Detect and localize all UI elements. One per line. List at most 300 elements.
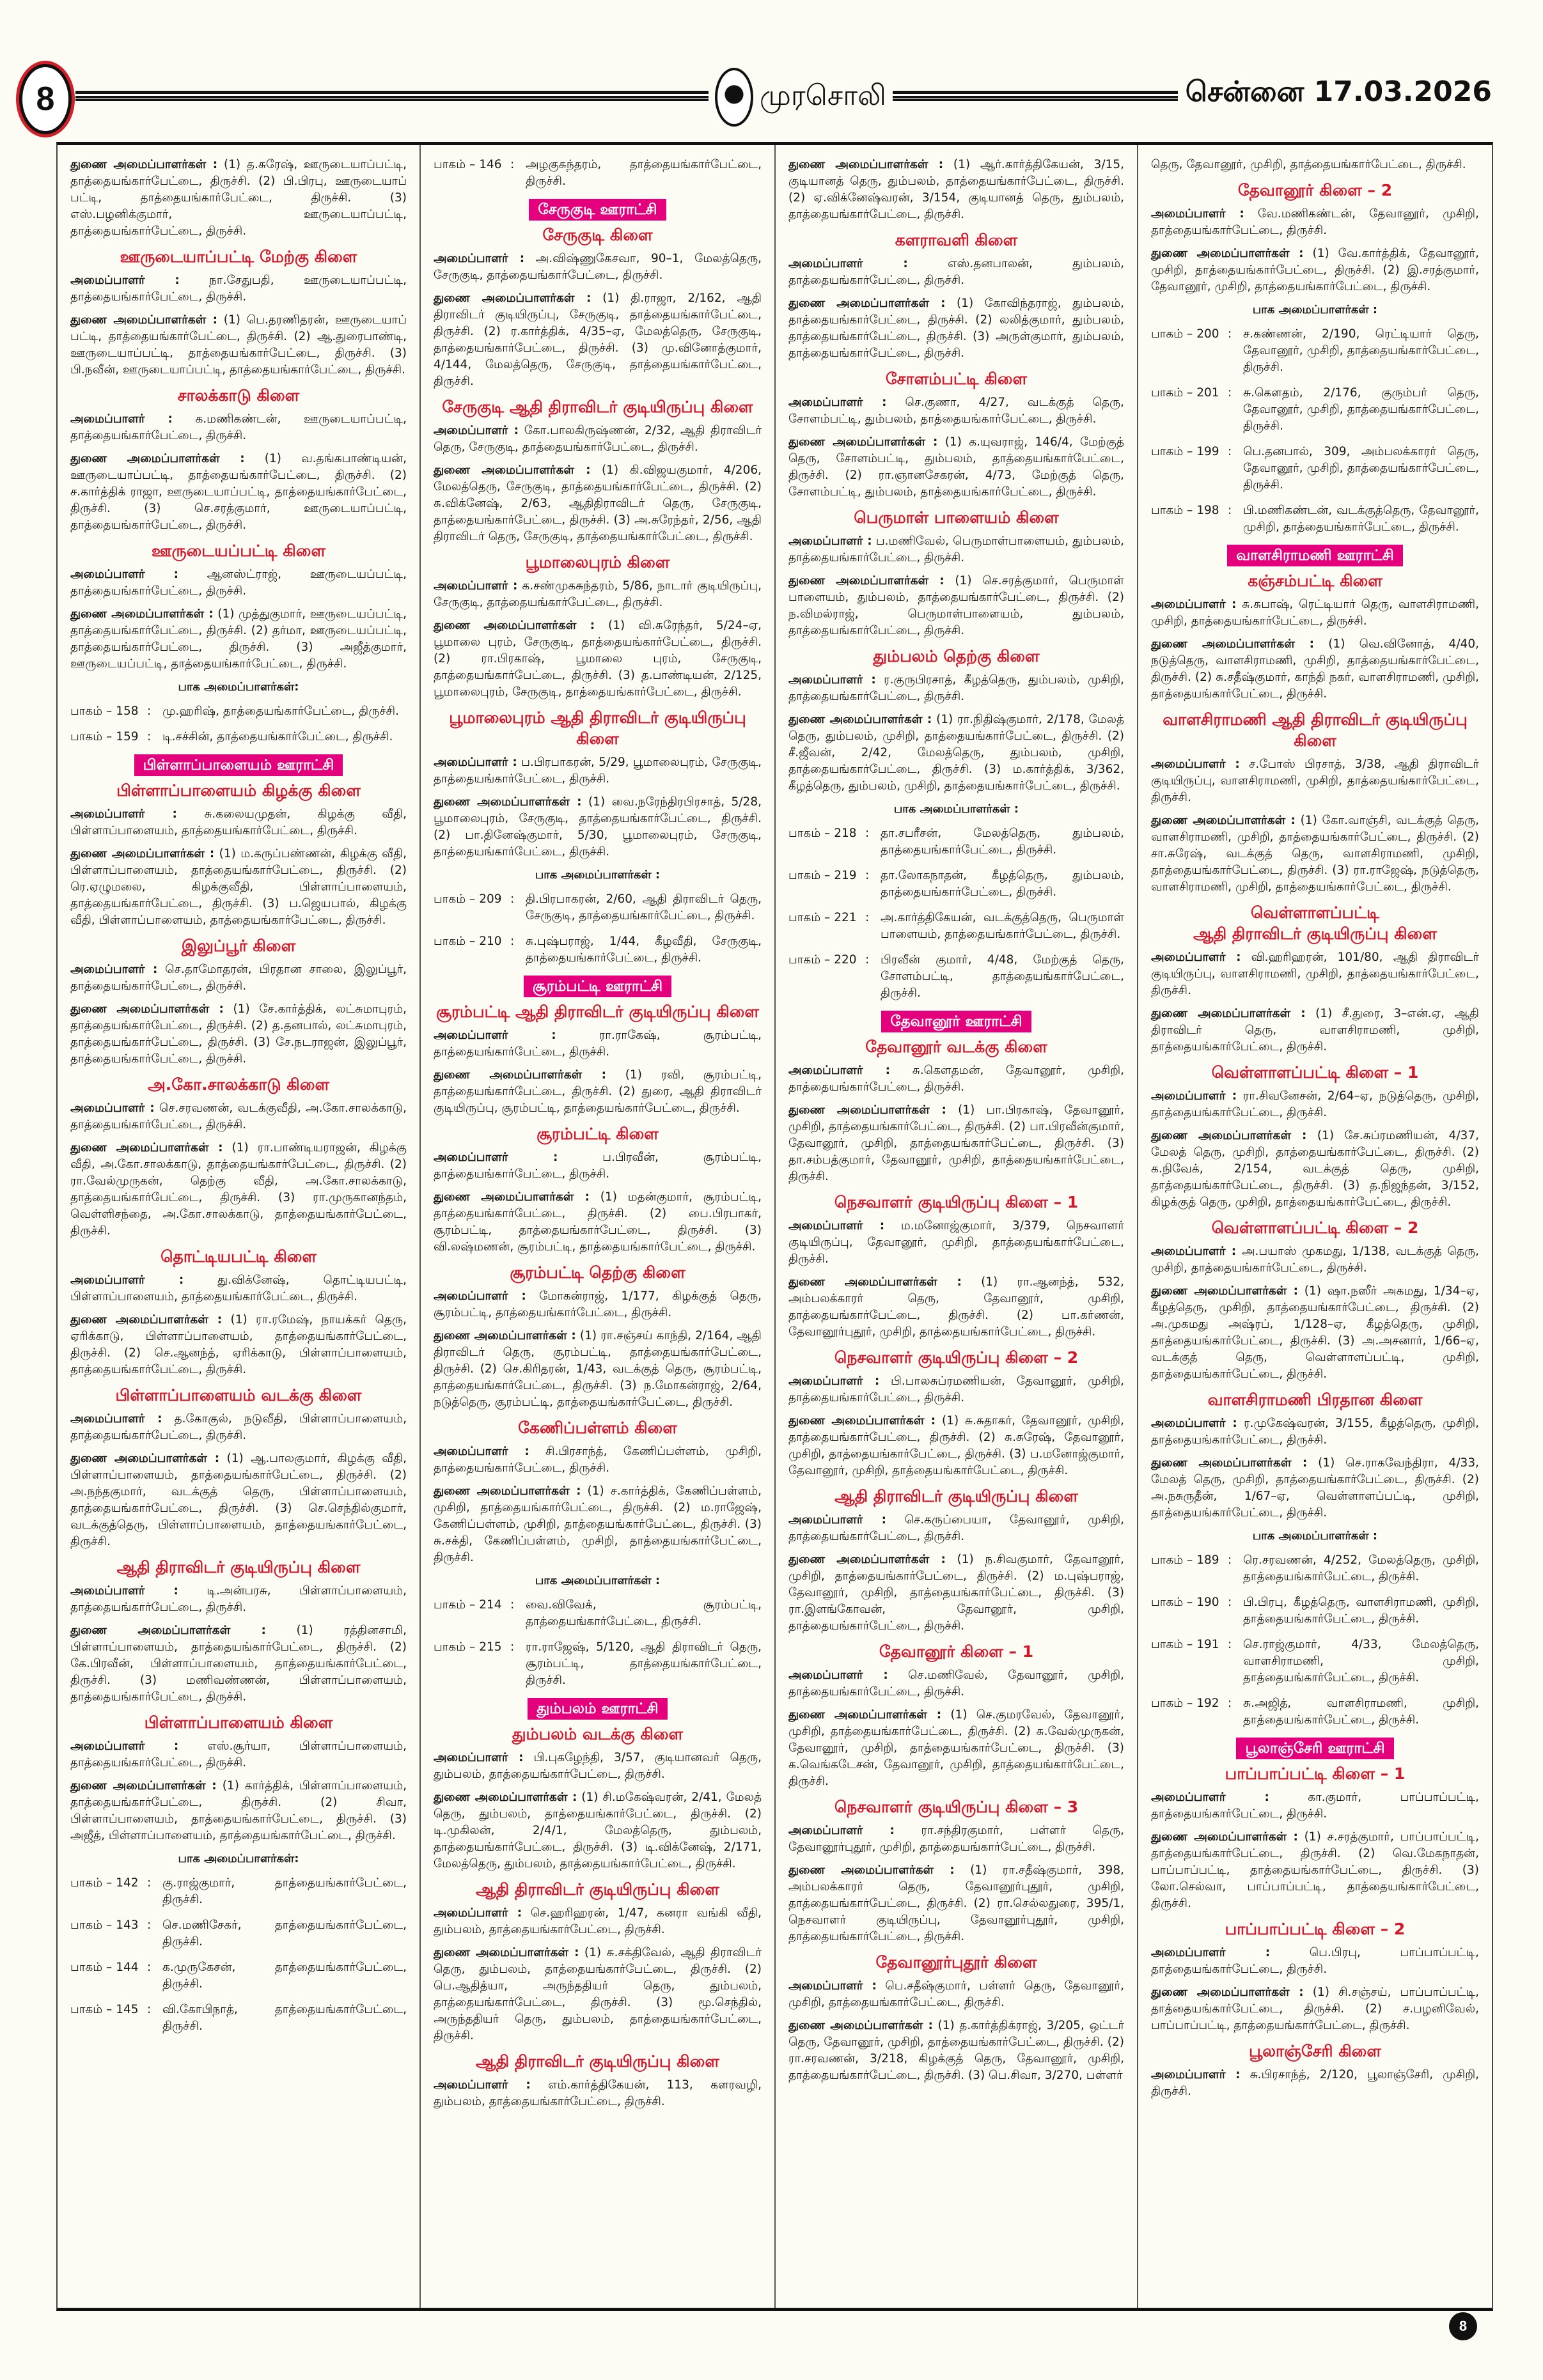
booth-number [1151, 1594, 1228, 1628]
organizer-text: செ.மணிவேல், தேவானூர், முசிறி, தாத்தையங்கார்பேட்டை, திருச்சி. [788, 1668, 1124, 1699]
deputies-label: துணை அமைப்பாளர்கள் : [1151, 1830, 1298, 1844]
organizer-text: எஸ்.தனபாலன், தும்பலம், தாத்தையங்கார்பேட்டை, திருச்சி. [788, 257, 1124, 287]
deputies-label: துணை அமைப்பாளர்கள் : [70, 1313, 223, 1326]
branch-heading: ஆதி திராவிடர் குடியிருப்பு கிளை [834, 1487, 1078, 1505]
deputies-label: துணை அமைப்பாளர்கள் : [788, 713, 932, 726]
organizer-label: அமைப்பாளர் : [788, 1979, 877, 1993]
organizer-entry [70, 1583, 407, 1616]
deputies-label: துணை அமைப்பாளர்கள் : [1151, 1129, 1307, 1142]
organizer-entry [70, 806, 407, 839]
booth-organizer-text: வை.விவேக், சூரம்பட்டி, தாத்தையங்கார்பேட்டை, திருச்சி. [526, 1598, 762, 1628]
organizer-label: அமைப்பாளர் : [1151, 1245, 1237, 1258]
panchayat-banner-label: பூலாஞ்சேரி ஊராட்சி [1236, 1738, 1393, 1759]
organizer-text: ர.முகேஷ்வரன், 3/155, கீழத்தெரு, முசிறி, தாத்தையங்கார்பேட்டை, திருச்சி. [1151, 1417, 1479, 1447]
booth-number-value: 210 [479, 935, 502, 948]
organizer-label: அமைப்பாளர் : [788, 534, 872, 548]
booth-number [70, 2002, 147, 2035]
organizer-entry [434, 754, 762, 788]
deputies-label: துணை அமைப்பாளர்கள் : [1151, 1456, 1308, 1470]
booth-label: பாகம் – [70, 730, 113, 743]
deputy-organizers-entry [70, 1312, 407, 1378]
booth-colon: : [1228, 445, 1232, 458]
organizer-label: அமைப்பாளர் : [434, 1029, 556, 1042]
deputy-organizers-entry [70, 846, 407, 929]
organizer-entry [70, 566, 407, 600]
deputies-label: துணை அமைப்பாளர்கள் : [788, 574, 944, 587]
deputies-label: துணை அமைப்பாளர்கள் : [788, 435, 938, 449]
deputies-label: துணை அமைப்பாளர்கள் : [70, 1141, 223, 1155]
booth-organizer-text: க.முருகேசன், தாத்தையங்கார்பேட்டை, திருச்சி. [162, 1961, 407, 1991]
booth-entry [1151, 1637, 1479, 1686]
booth-number-value: 218 [834, 827, 857, 840]
organizer-label: அமைப்பாளர் : [788, 396, 887, 409]
organizer-text: சி.பிரசாந்த், கேணிப்பள்ளம், முசிறி, தாத்தையங்கார்பேட்டை, திருச்சி. [434, 1445, 762, 1475]
organizer-label: அமைப்பாளர் : [1151, 207, 1244, 221]
booth-colon: : [865, 869, 870, 882]
booth-number-value: 145 [116, 2003, 139, 2016]
booth-label: பாகம் – [434, 1640, 476, 1654]
organizer-text: த.கோகுல், நடுவீதி, பிள்ளாப்பாளையம், தாத்தையங்கார்பேட்டை, திருச்சி. [70, 1412, 407, 1442]
deputies-text: (1) ரா.நிதிஷ்குமார், 2/178, மேலத் தெரு, தும்பலம், முசிறி, தாத்தையங்கார்பேட்டை, திருச்சி. (2) சீ.ஜீவன், 2/42, மேலத்தெரு, தும்பலம், முசிறி, தாத்தையங்கார்பேட்டை, திருச்சி. (3) ம.கார்த்திக், 3/362, கீழத்தெரு, தும்பலம், முசிறி, தாத்தையங்கார்பேட்டை, திருச்சி. [788, 713, 1124, 793]
deputy-organizers-entry [1151, 1006, 1479, 1055]
branch-heading: கேணிப்பள்ளம் கிளை [518, 1419, 677, 1437]
booth-organizer-text: அழகுசுந்தரம், தாத்தையங்கார்பேட்டை, திருச்சி. [526, 158, 762, 188]
booth-number [70, 1959, 147, 1993]
booth-colon: : [1228, 386, 1232, 400]
organizer-entry [70, 1272, 407, 1305]
booth-entry [1151, 444, 1479, 494]
branch-heading: ஆதி திராவிடர் குடியிருப்பு கிளை [476, 1880, 719, 1899]
organizer-label: அமைப்பாளர் : [70, 568, 179, 581]
deputies-text: (1) ரவி, சூரம்பட்டி, தாத்தையங்கார்பேட்டை, திருச்சி. (2) துரை, ஆதி திராவிடர் குடியிருப்பு, சூரம்பட்டி, தாத்தையங்கார்பேட்டை, திருச்சி. [434, 1068, 762, 1115]
deputy-organizers-entry [1151, 1283, 1479, 1383]
deputy-organizers-entry [434, 794, 762, 860]
deputy-organizers-entry [788, 157, 1124, 223]
booth-number [1151, 1695, 1228, 1729]
deputy-organizers-entry [1151, 636, 1479, 703]
deputies-label: துணை அமைப்பாளர்கள் : [70, 1452, 220, 1465]
deputies-text: (1) ரா.சஞ்சய் காந்தி, 2/164, ஆதி திராவிடர் தெரு, சூரம்பட்டி, தாத்தையங்கார்பேட்டை, திருச்சி. (2) செ.கிரிதரன், 1/43, வடக்குத் தெரு, சூரம்பட்டி, தாத்தையங்கார்பேட்டை, திருச்சி. (3) ந.மோகன்ராஜ், 2/64, நடுத்தெரு, சூரம்பட்டி, தாத்தையங்கார்பேட்டை, திருச்சி. [434, 1329, 762, 1409]
organizer-entry [788, 1218, 1124, 1268]
booth-entry [788, 952, 1124, 1002]
booth-organizer-text: பிரவீன் குமார், 4/48, மேற்குத் தெரு, சோளம்பட்டி, தாத்தையங்கார்பேட்டை, திருச்சி. [881, 953, 1124, 1000]
panchayat-banner-label: சூரம்பட்டி ஊராட்சி [524, 976, 671, 997]
booth-number [1151, 1552, 1228, 1585]
booth-entry [1151, 502, 1479, 536]
booth-organizer-text: ச.கண்ணன், 2/190, ரெட்டியார் தெரு, தேவானூர், முசிறி, தாத்தையங்கார்பேட்டை, திருச்சி. [1243, 327, 1479, 374]
booth-colon: : [510, 892, 515, 906]
deputies-label: துணை அமைப்பாளர்கள் : [70, 313, 218, 327]
organizer-label: அமைப்பாளர் : [1151, 1791, 1269, 1804]
organizer-entry [1151, 949, 1479, 999]
organizer-entry [70, 411, 407, 444]
deputies-text: (1) சு.சக்திவேல், ஆதி திராவிடர் தெரு, தும்பலம், தாத்தையங்கார்பேட்டை, திருச்சி. (2) பெ.ஆதித்யா, அருந்ததியர் தெரு, தும்பலம், தாத்தையங்கார்பேட்டை, திருச்சி. (3) மூ.செந்தில், அருந்ததியர் தெரு, தும்பலம், தாத்தையங்கார்பேட்டை, திருச்சி. [434, 1946, 762, 2042]
booth-number [788, 910, 865, 943]
deputies-text: (1) வெ.வினோத், 4/40, நடுத்தெரு, வாளசிராமணி, முசிறி, தாத்தையங்கார்பேட்டை, திருச்சி. (2) சு.சதீஷ்குமார், காந்தி நகர், வாளசிராமணி, முசிறி, தாத்தையங்கார்பேட்டை, திருச்சி. [1151, 637, 1479, 701]
organizer-text: க.சண்முகசுந்தரம், 5/86, நாடார் குடியிருப்பு, சேருகுடி, தாத்தையங்கார்பேட்டை, திருச்சி. [434, 579, 762, 609]
organizer-entry [788, 672, 1124, 705]
booth-number [1151, 385, 1228, 435]
branch-heading: பிள்ளாப்பாளையம் கிழக்கு கிளை [116, 781, 361, 800]
deputies-text: (1) வை.நரேந்திரபிரசாத், 5/28, பூமாலைபுரம், சேருகுடி, தாத்தையங்கார்பேட்டை, திருச்சி. (2) பா.தினேஷ்குமார், 5/30, பூமாலைபுரம், சேருகுடி, தாத்தையங்கார்பேட்டை, திருச்சி. [434, 795, 762, 859]
organizer-label: அமைப்பாளர் : [1151, 1089, 1237, 1103]
deputy-organizers-entry [70, 1001, 407, 1068]
deputy-organizers-entry [70, 451, 407, 534]
branch-heading: சூரம்பட்டி கிளை [537, 1124, 659, 1143]
organizer-label: அமைப்பாளர் : [434, 1445, 529, 1458]
branch-heading: நெசவாளர் குடியிருப்பு கிளை – 2 [834, 1348, 1079, 1367]
organizer-text: டி.அன்பரசு, பிள்ளாப்பாளையம், தாத்தையங்கார்பேட்டை, திருச்சி. [70, 1584, 407, 1614]
booth-organizer-text: பெ.தனபால், 309, அம்பலக்காரர் தெரு, தேவானூர், முசிறி, தாத்தையங்கார்பேட்டை, திருச்சி. [1243, 445, 1479, 492]
booth-colon: : [865, 911, 870, 924]
branch-heading: தும்பலம் வடக்கு கிளை [512, 1725, 684, 1743]
booth-number [70, 1917, 147, 1950]
branch-heading: பெருமாள் பாளையம் கிளை [854, 508, 1059, 527]
deputies-label: துணை அமைப்பாளர்கள் : [434, 1946, 579, 1959]
booth-entry [70, 1875, 407, 1908]
deputy-organizers-entry [1151, 1984, 1479, 2034]
branch-heading: வாளசிராமணி ஆதி திராவிடர் குடியிருப்பு கிளை [1163, 710, 1468, 750]
booth-organizer-text: டி.சச்சின், தாத்தையங்கார்பேட்டை, திருச்சி. [162, 730, 393, 743]
newspaper-logo [709, 65, 893, 129]
deputies-text: (1) சு.சுதாகர், தேவானூர், முசிறி, தாத்தையங்கார்பேட்டை, திருச்சி. (2) சு.சுரேஷ், தேவானூர், முசிறி, தாத்தையங்கார்பேட்டை, திருச்சி. (3) ப.மனோஜ்குமார், தேவானூர், முசிறி, தாத்தையங்கார்பேட்டை, திருச்சி. [788, 1414, 1124, 1477]
panchayat-banner-label: வாளசிராமணி ஊராட்சி [1227, 545, 1403, 566]
organizer-entry [788, 533, 1124, 566]
deputy-organizers-entry [788, 712, 1124, 795]
deputy-organizers-entry [434, 1067, 762, 1117]
dateline: சென்னை 17.03.2026 [1178, 75, 1492, 112]
branch-heading: தேவானூர் கிளை – 2 [1237, 181, 1393, 199]
booth-label: பாகம் – [788, 953, 831, 967]
organizer-text: அ.விஷ்ணுகேசவா, 90–1, மேலத்தெரு, சேருகுடி, தாத்தையங்கார்பேட்டை, திருச்சி. [434, 252, 762, 282]
booth-organizers-subheading: பாக அமைப்பாளர்கள் : [1252, 1529, 1378, 1543]
booth-entry [434, 1597, 762, 1630]
deputies-text: (1) தி.ராஜா, 2/162, ஆதி திராவிடர் குடியிருப்பு, சேருகுடி, தாத்தையங்கார்பேட்டை, திருச்சி. (2) ர.கார்த்திக், 4/35–ஏ, மேலத்தெரு, சேருகுடி, தாத்தையங்கார்பேட்டை, திருச்சி. (3) மு.வினோத்குமார், 4/144, மேலத்தெரு, சேருகுடி, தாத்தையங்கார்பேட்டை, திருச்சி. [434, 292, 762, 388]
deputies-label: துணை அமைப்பாளர்கள் : [434, 463, 591, 477]
booth-organizer-text: மு.ஹரிஷ், தாத்தையங்கார்பேட்டை, திருச்சி. [162, 704, 399, 718]
organizer-label: அமைப்பாளர் : [70, 1584, 178, 1598]
organizer-entry [788, 1512, 1124, 1545]
booth-entry [434, 933, 762, 967]
organizer-entry [434, 1288, 762, 1321]
deputies-label: துணை அமைப்பாளர்கள் : [70, 158, 218, 171]
booth-colon: : [1228, 1638, 1232, 1651]
organizer-entry [1151, 206, 1479, 239]
masthead [0, 51, 1543, 141]
booth-number [434, 891, 510, 924]
branch-heading: சேருகுடி ஆதி திராவிடர் குடியிருப்பு கிளை [442, 398, 753, 416]
organizer-label: அமைப்பாளர் : [1151, 758, 1240, 771]
deputies-text: (1) வ.தங்கபாண்டியன், ஊருடையாப்பட்டி, தாத்தையங்கார்பேட்டை, திருச்சி. (2) ச.கார்த்திக் ராஜா, ஊருடையாப்பட்டி, தாத்தையங்கார்பேட்டை, திருச்சி. (3) செ.சரத்குமார், ஊருடையாப்பட்டி, தாத்தையங்கார்பேட்டை, திருச்சி. [70, 452, 407, 532]
organizer-text: எஸ்.சூர்யா, பிள்ளாப்பாளையம், தாத்தையங்கார்பேட்டை, திருச்சி. [70, 1739, 407, 1769]
organizer-label: அமைப்பாளர் : [1151, 598, 1237, 611]
deputies-label: துணை அமைப்பாளர்கள் : [434, 1484, 581, 1498]
branch-heading: பாப்பாப்பட்டி கிளை – 2 [1225, 1920, 1406, 1938]
organizer-label: அமைப்பாளர் : [434, 2078, 531, 2092]
organizer-entry [788, 1062, 1124, 1096]
deputies-text: (1) ச.சரத்குமார், பாப்பாப்பட்டி, தாத்தையங்கார்பேட்டை, திருச்சி. (2) வெ.மேகநாதன், பாப்பாப்பட்டி, தாத்தையங்கார்பேட்டை, திருச்சி. (3) லோ.செல்வா, பாப்பாப்பட்டி, தாத்தையங்கார்பேட்டை, திருச்சி. [1151, 1830, 1479, 1910]
branch-heading: தேவானூர் வடக்கு கிளை [865, 1038, 1047, 1056]
organizer-label: அமைப்பாளர் : [70, 1739, 179, 1753]
organizer-entry [1151, 596, 1479, 630]
organizer-label: அமைப்பாளர் : [788, 1513, 887, 1527]
organizer-entry [788, 394, 1124, 428]
organizer-entry [434, 251, 762, 284]
organizer-entry [70, 1738, 407, 1771]
booth-number-value: 192 [1196, 1697, 1219, 1710]
organizer-entry [1151, 756, 1479, 806]
booth-organizer-text: ரா.ராஜேஷ், 5/120, ஆதி திராவிடர் தெரு, சூரம்பட்டி, தாத்தையங்கார்பேட்டை, திருச்சி. [526, 1640, 762, 1687]
booth-number [70, 729, 147, 745]
organizer-entry [1151, 1088, 1479, 1121]
branch-heading: நெசவாளர் குடியிருப்பு கிளை – 1 [834, 1193, 1079, 1211]
article-frame [56, 142, 1493, 2311]
organizer-text: வி.ஹரிஹரன், 101/80, ஆதி திராவிடர் குடியிருப்பு, வாளசிராமணி, முசிறி, தாத்தையங்கார்பேட்டை, திருச்சி. [1151, 951, 1479, 997]
branch-heading: அ.கோ.சாலக்காடு கிளை [148, 1075, 329, 1094]
branch-heading: சேருகுடி கிளை [542, 226, 653, 244]
organizer-text: சு.பிரசாந்த், 2/120, பூலாஞ்சேரி, முசிறி, திருச்சி. [1151, 2068, 1479, 2098]
branch-heading: பாப்பாப்பட்டி கிளை – 1 [1225, 1764, 1406, 1783]
booth-entry [434, 1639, 762, 1689]
booth-label: பாகம் – [788, 911, 831, 924]
booth-organizers-subheading: பாக அமைப்பாளர்கள் : [535, 1574, 661, 1587]
branch-heading: தும்பலம் தெற்கு கிளை [873, 647, 1040, 665]
deputy-organizers-entry [70, 1778, 407, 1844]
deputy-organizers-entry [70, 157, 407, 240]
booth-number [788, 867, 865, 901]
organizer-label: அமைப்பாளர் : [1151, 1946, 1271, 1959]
booth-number-value: 146 [479, 158, 502, 171]
deputy-organizers-entry [788, 434, 1124, 501]
organizer-entry [434, 2077, 762, 2110]
branch-heading: இலுப்பூர் கிளை [181, 937, 296, 955]
booth-label: பாகம் – [70, 704, 113, 718]
panchayat-banner-label: சேருகுடி ஊராட்சி [529, 199, 666, 221]
deputy-organizers-entry [1151, 245, 1479, 295]
organizer-label: அமைப்பாளர் : [434, 424, 519, 437]
branch-heading: சாலக்காடு கிளை [177, 386, 300, 405]
organizer-text: ப.பிரவீன், சூரம்பட்டி, தாத்தையங்கார்பேட்டை, திருச்சி. [434, 1151, 762, 1181]
panchayat-banner [788, 1011, 1124, 1032]
continued-text: தெரு, தேவானூர், முசிறி, தாத்தையங்கார்பேட்டை, திருச்சி. [1151, 158, 1466, 171]
deputies-label: துணை அமைப்பாளர்கள் : [70, 452, 245, 465]
booth-organizer-text: ரெ.சரவணன், 4/252, மேலத்தெரு, முசிறி, தாத்தையங்கார்பேட்டை, திருச்சி. [1243, 1553, 1479, 1583]
booth-organizer-text: அ.கார்த்திகேயன், வடக்குத்தெரு, பெருமாள் பாளையம், தாத்தையங்கார்பேட்டை, திருச்சி. [881, 911, 1124, 941]
branch-heading: களராவளி கிளை [895, 231, 1018, 249]
booth-colon: : [147, 730, 152, 743]
deputy-organizers-entry [434, 462, 762, 545]
branch-heading: வாளசிராமணி பிரதான கிளை [1207, 1390, 1423, 1409]
deputies-text: (1) ம.கருப்பண்ணன், கிழக்கு வீதி, பிள்ளாப்பாளையம், தாத்தையங்கார்பேட்டை, திருச்சி. (2) ரெ.ஏழுமலை, கிழக்குவீதி, பிள்ளாப்பாளையம், தாத்தையங்கார்பேட்டை, திருச்சி. (3) ப.ஜெயபால், கிழக்கு வீதி, பிள்ளாப்பாளையம், தாத்தையங்கார்பேட்டை, திருச்சி. [70, 847, 407, 927]
organizer-text: செ.ஹரிஹரன், 1/47, கனரா வங்கி வீதி, தும்பலம், தாத்தையங்கார்பேட்டை, திருச்சி. [434, 1906, 762, 1936]
deputies-label: துணை அமைப்பாளர்கள் : [70, 1779, 217, 1793]
organizer-entry [434, 578, 762, 611]
booth-colon: : [1228, 1596, 1232, 1609]
deputies-text: (1) செ.ராகவேந்திரா, 4/33, மேலத் தெரு, முசிறி, தாத்தையங்கார்பேட்டை, திருச்சி. (2) அ.நசுருதீன், 1/67–ஏ, வெள்ளாளப்பட்டி, முசிறி, தாத்தையங்கார்பேட்டை, திருச்சி. [1151, 1456, 1479, 1520]
booth-colon: : [1228, 1697, 1232, 1710]
booth-label: பாகம் – [1151, 1553, 1193, 1567]
organizer-label: அமைப்பாளர் : [70, 1412, 162, 1426]
branch-heading: ஆதி திராவிடர் குடியிருப்பு கிளை [476, 2052, 719, 2071]
organizer-text: பி.பாலசுப்ரமணியன், தேவானூர், முசிறி, தாத்தையங்கார்பேட்டை, திருச்சி. [788, 1374, 1125, 1404]
deputy-organizers-entry [434, 618, 762, 701]
deputy-organizers-entry [1151, 1455, 1479, 1521]
organizer-label: அமைப்பாளர் : [434, 1151, 558, 1164]
organizer-entry [788, 1823, 1124, 1856]
booth-colon: : [510, 1640, 515, 1654]
booth-organizer-text: தி.பிரபாகரன், 2/60, ஆதி திராவிடர் தெரு, சேருகுடி, தாத்தையங்கார்பேட்டை, திருச்சி. [526, 892, 762, 922]
deputies-label: துணை அமைப்பாளர்கள் : [1151, 247, 1304, 260]
booth-label: பாகம் – [434, 935, 476, 948]
panchayat-banner [434, 976, 762, 997]
organizer-text: மோகன்ராஜ், 1/177, கிழக்குத் தெரு, சூரம்பட்டி, தாத்தையங்கார்பேட்டை, திருச்சி. [434, 1289, 762, 1319]
organizer-text: ப.பிரபாகரன், 5/29, பூமாலைபுரம், சேருகுடி, தாத்தையங்கார்பேட்டை, திருச்சி. [434, 756, 762, 786]
branch-heading: தொட்டியபட்டி கிளை [161, 1247, 317, 1266]
deputies-label: துணை அமைப்பாளர்கள் : [434, 292, 591, 305]
organizer-entry [70, 1100, 407, 1133]
branch-heading: ஆதி திராவிடர் குடியிருப்பு கிளை [116, 1558, 361, 1576]
deputies-text: (1) செ.சரத்குமார், பெருமாள் பாளையம், தும்பலம், தாத்தையங்கார்பேட்டை, திருச்சி. (2) ந.விமல்ராஜ், பெருமாள்பாளையம், தும்பலம், தாத்தையங்கார்பேட்டை, திருச்சி. [788, 574, 1124, 637]
deputies-label: துணை அமைப்பாளர்கள் : [788, 1708, 942, 1722]
booth-colon: : [865, 953, 870, 967]
organizer-entry [434, 1750, 762, 1783]
booth-organizers-subheading: பாக அமைப்பாளர்கள்: [178, 680, 299, 694]
organizer-text: து.விக்னேஷ், தொட்டியபட்டி, பிள்ளாப்பாளையம், தாத்தையங்கார்பேட்டை, திருச்சி. [70, 1273, 407, 1303]
organizer-label: அமைப்பாளர் : [70, 1101, 155, 1115]
deputies-text: (1) கி.விஜயகுமார், 4/206, மேலத்தெரு, சேருகுடி, தாத்தையங்கார்பேட்டை, திருச்சி. (2) சு.விக்னேஷ், 2/63, ஆதிதிராவிடர் தெரு, சேருகுடி, தாத்தையங்கார்பேட்டை, திருச்சி. (3) அ.சுரேந்தர், 2/56, ஆதி திராவிடர் தெரு, சேருகுடி, தாத்தையங்கார்பேட்டை, திருச்சி. [434, 463, 762, 543]
deputies-label: துணை அமைப்பாளர்கள் : [1151, 1986, 1304, 1999]
booth-colon: : [147, 704, 152, 718]
deputies-text: (1) ந.சிவகுமார், தேவானூர், முசிறி, தாத்தையங்கார்பேட்டை, திருச்சி. (2) ம.புஷ்பராஜ், தேவானூர், முசிறி, தாத்தையங்கார்பேட்டை, திருச்சி. (3) ரா.இளங்கோவன், தேவானூர், முசிறி, தாத்தையங்கார்பேட்டை, திருச்சி. [788, 1553, 1124, 1633]
booth-colon: : [147, 1961, 152, 1974]
deputy-organizers-entry [70, 1451, 407, 1550]
booth-organizer-text: செ.மணிசேகர், தாத்தையங்கார்பேட்டை, திருச்சி. [162, 1918, 407, 1948]
booth-number-value: 215 [479, 1640, 502, 1654]
deputy-organizers-entry [788, 2018, 1124, 2084]
booth-number-value: 190 [1196, 1596, 1219, 1609]
deputies-text: (1) வே.கார்த்திக், தேவானூர், முசிறி, தாத்தையங்கார்பேட்டை, திருச்சி. (2) இ.சரத்குமார், தேவானூர், முசிறி, தாத்தையங்கார்பேட்டை, திருச்சி. [1151, 247, 1479, 293]
organizer-entry [434, 1149, 762, 1183]
booth-entry [788, 867, 1124, 901]
booth-organizers-subheading: பாக அமைப்பாளர்கள் : [1252, 303, 1378, 316]
booth-colon: : [1228, 1553, 1232, 1567]
deputies-label: துணை அமைப்பாளர்கள் : [788, 2019, 933, 2032]
booth-label: பாகம் – [788, 869, 831, 882]
deputies-text: (1) சே.சுப்ரமணியன், 4/37, மேலத் தெரு, முசிறி, தாத்தையங்கார்பேட்டை, திருச்சி. (2) க.நிவேக், 2/154, வடக்குத் தெரு, முசிறி, தாத்தையங்கார்பேட்டை, திருச்சி. (3) த.நிஜந்தன், 3/152, கிழக்குத் தெரு, முசிறி, தாத்தையங்கார்பேட்டை, திருச்சி. [1151, 1129, 1479, 1209]
organizer-entry [788, 256, 1124, 289]
booth-label: பாகம் – [1151, 386, 1193, 400]
booth-label: பாகம் – [1151, 1697, 1193, 1710]
organizer-label: அமைப்பாளர் : [788, 1219, 885, 1233]
booth-label: பாகம் – [70, 2003, 113, 2016]
deputies-label: துணை அமைப்பாளர்கள் : [788, 1414, 936, 1427]
organizer-text: க.மணிகண்டன், ஊருடையாப்பட்டி, தாத்தையங்கார்பேட்டை, திருச்சி. [70, 412, 407, 442]
organizer-entry [1151, 1945, 1479, 1978]
organizer-entry [434, 1905, 762, 1938]
organizer-label: அமைப்பாளர் : [434, 756, 517, 769]
panchayat-banner [434, 199, 762, 221]
branch-heading: வெள்ளாளப்பட்டி கிளை – 1 [1211, 1063, 1419, 1082]
booth-number-value: 189 [1196, 1553, 1219, 1567]
deputy-organizers-entry [1151, 1128, 1479, 1211]
organizer-label: அமைப்பாளர் : [70, 412, 173, 426]
booth-label: பாகம் – [788, 827, 831, 840]
branch-heading: கஞ்சம்பட்டி கிளை [1248, 572, 1382, 590]
organizer-entry [70, 272, 407, 306]
panchayat-banner-label: தும்பலம் ஊராட்சி [528, 1698, 667, 1720]
panchayat-banner-label: பிள்ளாப்பாளையம் ஊராட்சி [134, 754, 343, 776]
deputies-label: துணை அமைப்பாளர்கள் : [434, 1068, 607, 1082]
organizer-text: பெ.சதீஷ்குமார், பள்ளர் தெரு, தேவானூர், முசிறி, தாத்தையங்கார்பேட்டை, திருச்சி. [788, 1979, 1124, 2009]
organizer-entry [70, 1411, 407, 1444]
organizer-label: அமைப்பாளர் : [788, 1668, 888, 1682]
deputies-text: (1) ஷா.நஸீர் அகமது, 1/34–ஏ, கீழத்தெரு, முசிறி, தாத்தையங்கார்பேட்டை, திருச்சி. (2) அ.முகமது அஷ்ரப், 1/128–ஏ, கீழத்தெரு, முசிறி, தாத்தையங்கார்பேட்டை, திருச்சி. (3) அ.அசனார், 1/66–ஏ, வடக்குத் தெரு, வெள்ளாளப்பட்டி, முசிறி, தாத்தையங்கார்பேட்டை, திருச்சி. [1151, 1284, 1479, 1381]
deputies-text: (1) ரா.சதீஷ்குமார், 398, அம்பலக்காரர் தெரு, தேவானூர்புதூர், முசிறி, தாத்தையங்கார்பேட்டை, திருச்சி. (2) ரா.செல்லதுரை, 395/1, நெசவாளர் குடியிருப்பு, தேவானூர்புதூர், முசிறி, தாத்தையங்கார்பேட்டை, திருச்சி. [788, 1863, 1124, 1943]
panchayat-banner [434, 1698, 762, 1720]
deputies-text: (1) ஆ.பாலகுமார், கிழக்கு வீதி, பிள்ளாப்பாளையம், தாத்தையங்கார்பேட்டை, திருச்சி. (2) அ.நந்தகுமார், வடக்குத் தெரு, பிள்ளாப்பாளையம், தாத்தையங்கார்பேட்டை, திருச்சி. (3) செ.செந்தில்குமார், வடக்குத்தெரு, பிள்ளாப்பாளையம், தாத்தையங்கார்பேட்டை, திருச்சி. [70, 1452, 407, 1548]
organizer-label: அமைப்பாளர் : [70, 1273, 184, 1287]
deputies-text: (1) சி.சஞ்சய், பாப்பாப்பட்டி, தாத்தையங்கார்பேட்டை, திருச்சி. (2) ச.பழனிவேல், பாப்பாப்பட்டி, தாத்தையங்கார்பேட்டை, திருச்சி. [1151, 1986, 1479, 2032]
panchayat-banner [1151, 1738, 1479, 1759]
booth-number-value: 219 [834, 869, 857, 882]
branch-heading: பூலாஞ்சேரி கிளை [1249, 2042, 1381, 2060]
deputy-organizers-entry [788, 1552, 1124, 1635]
deputy-organizers-entry [434, 1789, 762, 1872]
booth-label: பாகம் – [1151, 1638, 1193, 1651]
booth-entry [434, 157, 762, 190]
booth-number [434, 157, 510, 190]
deputy-organizers-entry [788, 573, 1124, 639]
booth-number [434, 933, 510, 967]
deputy-organizers-entry [788, 1707, 1124, 1790]
organizer-label: அமைப்பாளர் : [788, 257, 908, 270]
organizer-label: அமைப்பாளர் : [434, 252, 525, 265]
booth-number-value: 144 [116, 1961, 139, 1974]
deputy-organizers-entry [70, 312, 407, 378]
organizer-text: சு.கலையமுதன், கிழக்கு வீதி, பிள்ளாப்பாளையம், தாத்தையங்கார்பேட்டை, திருச்சி. [70, 807, 407, 837]
booth-colon: : [510, 158, 515, 171]
deputies-label: துணை அமைப்பாளர்கள் : [434, 795, 582, 809]
organizer-text: ரா.ராகேஷ், சூரம்பட்டி, தாத்தையங்கார்பேட்டை, திருச்சி. [434, 1029, 762, 1059]
deputies-label: துணை அமைப்பாளர்கள் : [1151, 1284, 1299, 1298]
panchayat-banner [1151, 545, 1479, 566]
booth-number [1151, 502, 1228, 536]
deputies-text: (1) கோவிந்தராஜ், தும்பலம், தாத்தையங்கார்பேட்டை, திருச்சி. (2) லலித்குமார், தும்பலம், தாத்தையங்கார்பேட்டை, திருச்சி. (3) அருள்குமார், தும்பலம், தாத்தையங்கார்பேட்டை, திருச்சி. [788, 297, 1124, 360]
deputy-organizers-entry [788, 295, 1124, 362]
booth-entry [788, 825, 1124, 859]
booth-organizer-text: தா.சபரீசன், மேலத்தெரு, தும்பலம், தாத்தையங்கார்பேட்டை, திருச்சி. [881, 827, 1124, 857]
organizer-entry [788, 1667, 1124, 1700]
organizer-entry [788, 1978, 1124, 2011]
booth-colon: : [1228, 504, 1232, 517]
deputies-text: (1) சே.கார்த்திக், லட்சுமாபுரம், தாத்தையங்கார்பேட்டை, திருச்சி. (2) த.தனபால், லட்சுமாபுரம், தாத்தையங்கார்பேட்டை, திருச்சி. (3) சே.நடராஜன், இலுப்பூர், தாத்தையங்கார்பேட்டை, திருச்சி. [70, 1002, 407, 1066]
booth-entry [70, 2002, 407, 2035]
branch-heading: பூமாலைபுரம் ஆதி திராவிடர் குடியிருப்பு கிளை [449, 708, 746, 748]
booth-organizers-subheading: பாக அமைப்பாளர்கள் : [893, 802, 1019, 816]
deputies-label: துணை அமைப்பாளர்கள் : [788, 1103, 946, 1117]
booth-number-value: 220 [834, 953, 857, 967]
booth-entry [1151, 1552, 1479, 1585]
organizer-entry [434, 1443, 762, 1477]
organizer-text: செ.கருப்பையா, தேவானூர், முசிறி, தாத்தையங்கார்பேட்டை, திருச்சி. [788, 1513, 1124, 1543]
deputy-organizers-entry [788, 1274, 1124, 1341]
booth-label: பாகம் – [434, 892, 476, 906]
branch-heading: ஊருடையாப்பட்டி மேற்கு கிளை [120, 247, 357, 266]
deputies-label: துணை அமைப்பாளர்கள் : [434, 619, 595, 632]
booth-number [70, 1875, 147, 1908]
booth-entry [70, 703, 407, 720]
booth-colon: : [510, 1598, 515, 1612]
